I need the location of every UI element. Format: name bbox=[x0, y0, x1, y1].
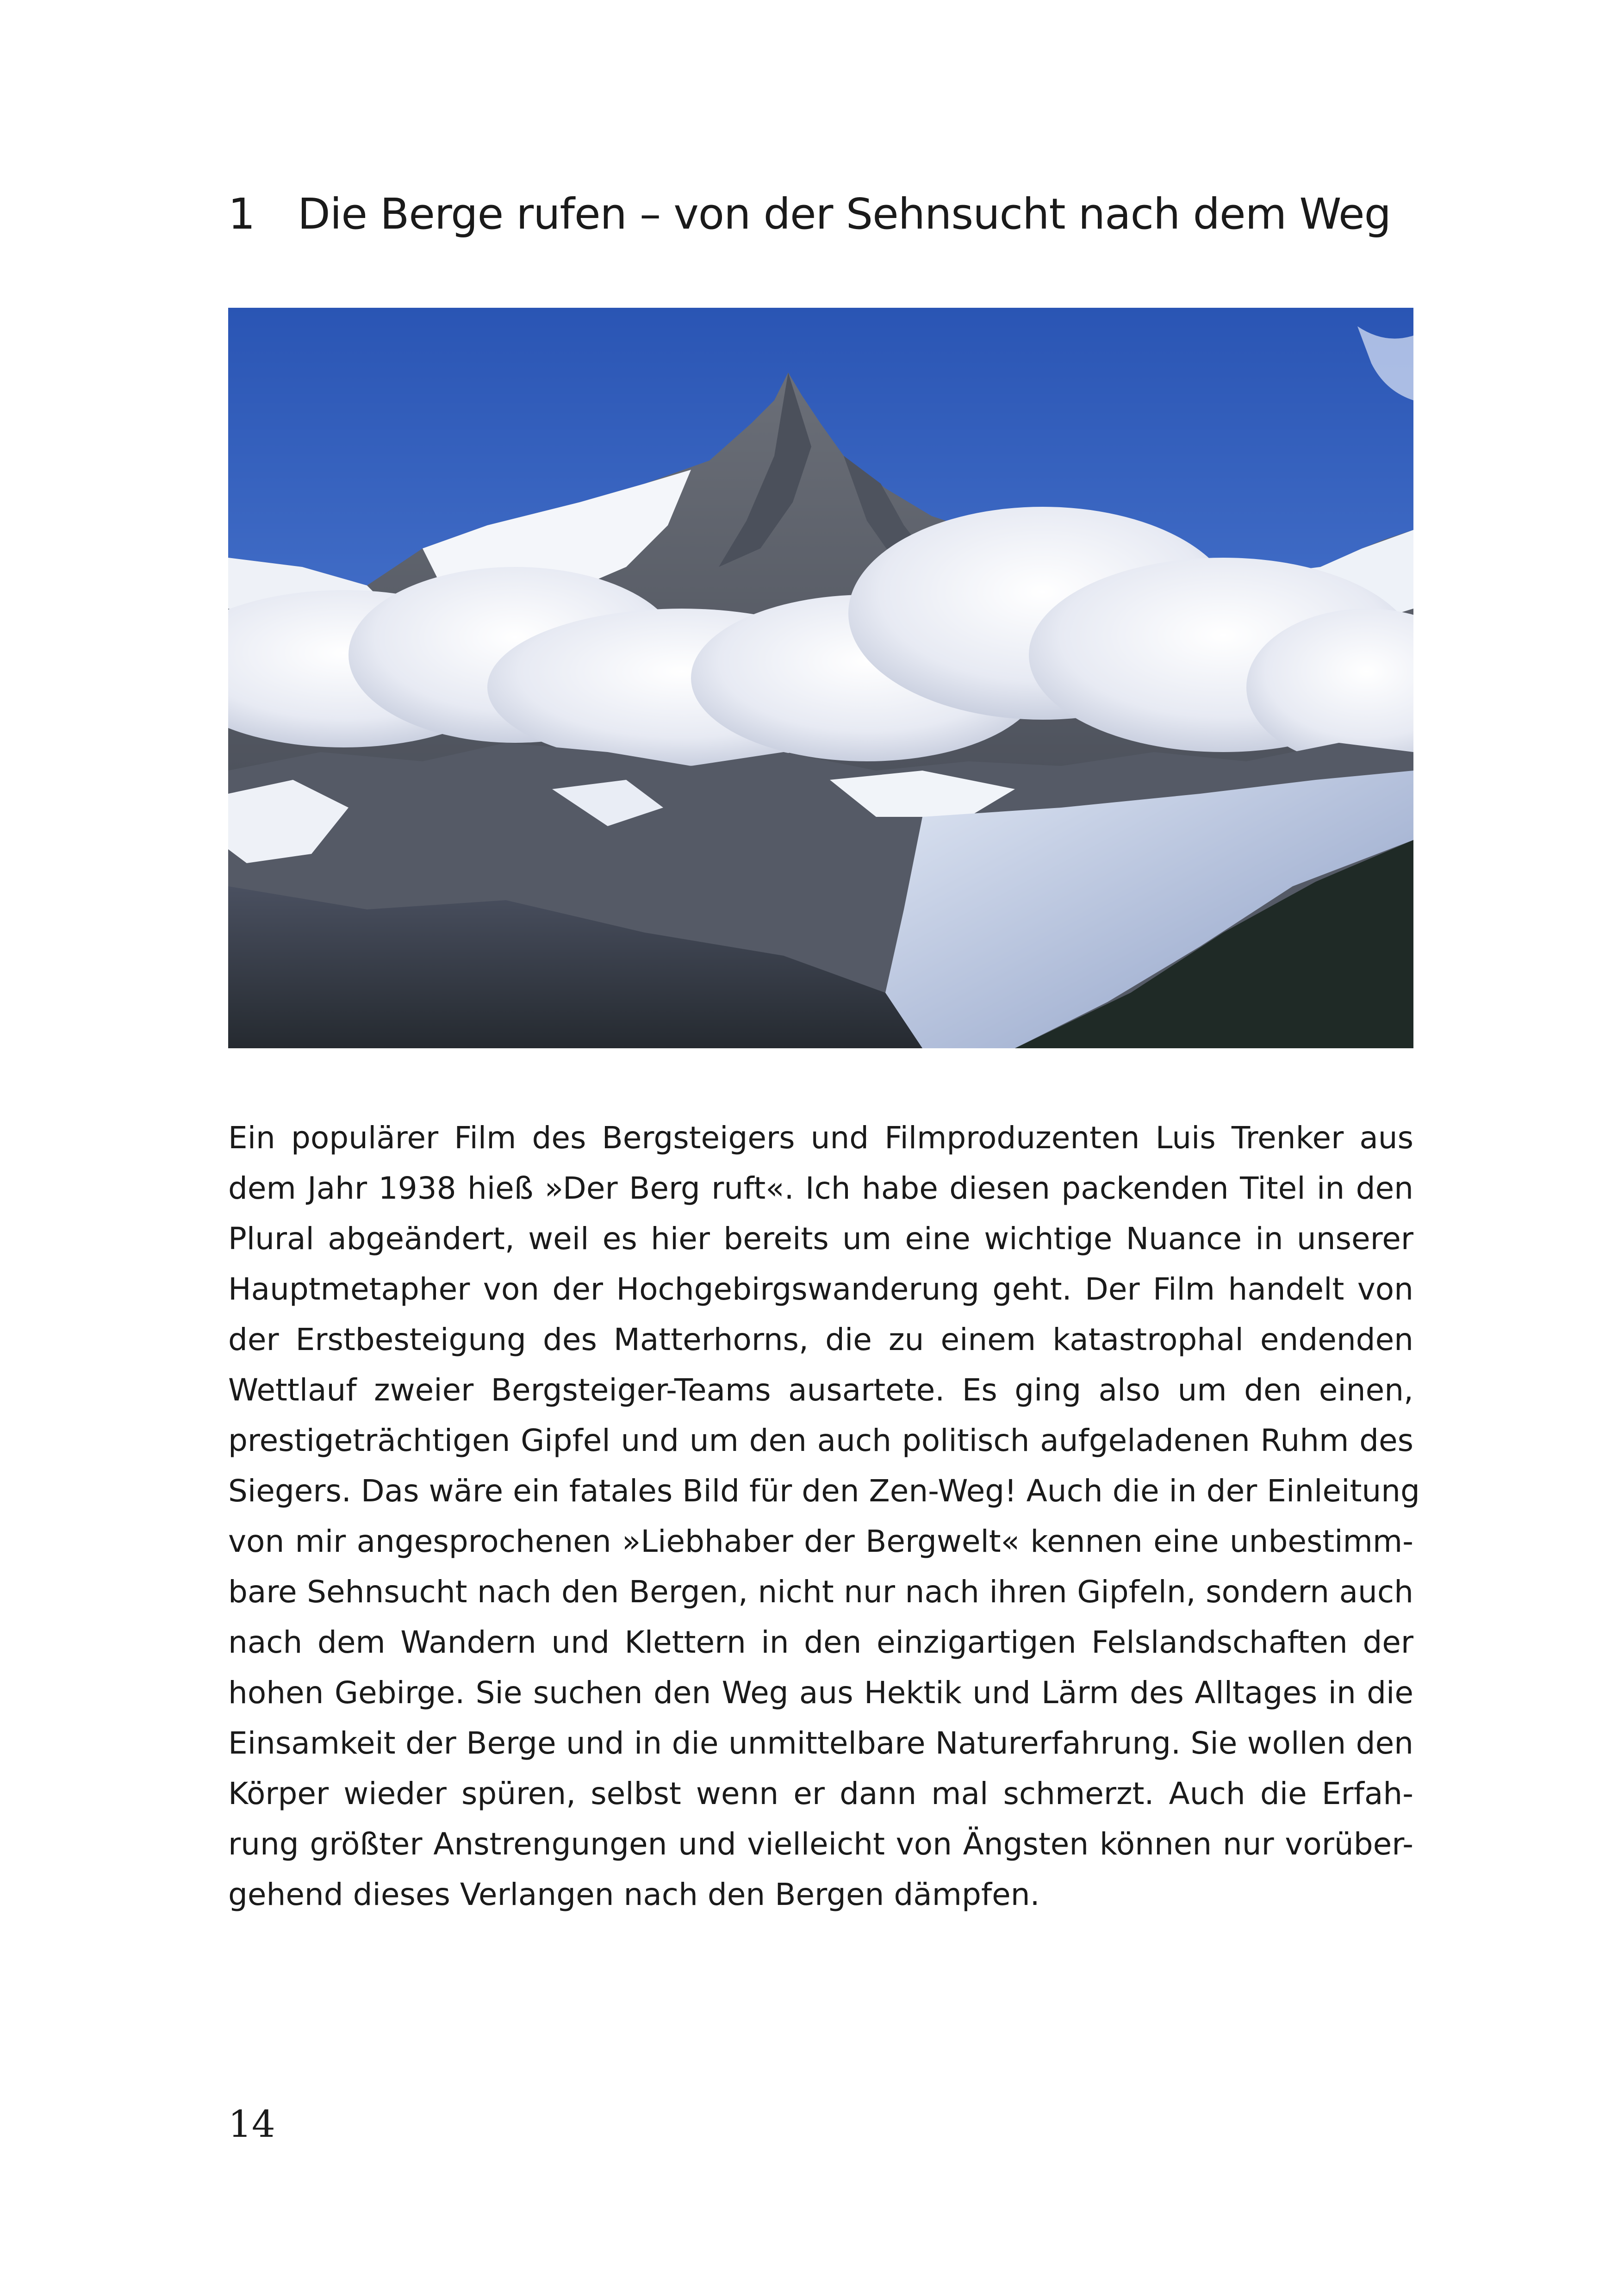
page-number: 14 bbox=[228, 2103, 275, 2146]
text-line: Wettlauf zweier Bergsteiger-Teams ausartete. Es ging also um den einen, bbox=[228, 1372, 1413, 1408]
text-line: bare Sehnsucht nach den Bergen, nicht nur nach ihren Gipfeln, sondern auch bbox=[228, 1574, 1413, 1610]
chapter-title: Die Berge rufen – von der Sehnsucht nach dem Weg bbox=[298, 189, 1391, 239]
body-paragraph bbox=[228, 1113, 1420, 1920]
text-line: Körper wieder spüren, selbst wenn er dann mal schmerzt. Auch die Erfah- bbox=[228, 1776, 1413, 1811]
text-line: Hauptmetapher von der Hochgebirgswanderung geht. Der Film handelt von bbox=[228, 1271, 1413, 1307]
text-line: rung größter Anstrengungen und vielleicht von Ängsten können nur vorüber- bbox=[228, 1826, 1413, 1862]
chapter-heading bbox=[228, 184, 1431, 244]
text-line: gehend dieses Verlangen nach den Bergen dämpfen. bbox=[228, 1877, 1040, 1912]
text-line: Siegers. Das wäre ein fatales Bild für den Zen-Weg! Auch die in der Einleitung bbox=[228, 1473, 1420, 1509]
text-line: von mir angesprochenen »Liebhaber der Bergwelt« kennen eine unbestimm- bbox=[228, 1524, 1413, 1559]
text-line: Plural abgeändert, weil es hier bereits um eine wichtige Nuance in unserer bbox=[228, 1221, 1413, 1257]
mountain-photo bbox=[228, 308, 1413, 1048]
text-line: der Erstbesteigung des Matterhorns, die zu einem katastrophal endenden bbox=[228, 1322, 1413, 1357]
text-line: Einsamkeit der Berge und in die unmittelbare Naturerfahrung. Sie wollen den bbox=[228, 1725, 1413, 1761]
chapter-number: 1 bbox=[228, 189, 255, 239]
text-line: prestigeträchtigen Gipfel und um den auch politisch aufgeladenen Ruhm des bbox=[228, 1423, 1413, 1458]
text-line: Ein populärer Film des Bergsteigers und Filmproduzenten Luis Trenker aus bbox=[228, 1120, 1413, 1156]
text-line: nach dem Wandern und Klettern in den einzigartigen Felslandschaften der bbox=[228, 1624, 1413, 1660]
text-line: dem Jahr 1938 hieß »Der Berg ruft«. Ich habe diesen packenden Titel in den bbox=[228, 1170, 1413, 1206]
text-line: hohen Gebirge. Sie suchen den Weg aus Hektik und Lärm des Alltages in die bbox=[228, 1675, 1413, 1711]
